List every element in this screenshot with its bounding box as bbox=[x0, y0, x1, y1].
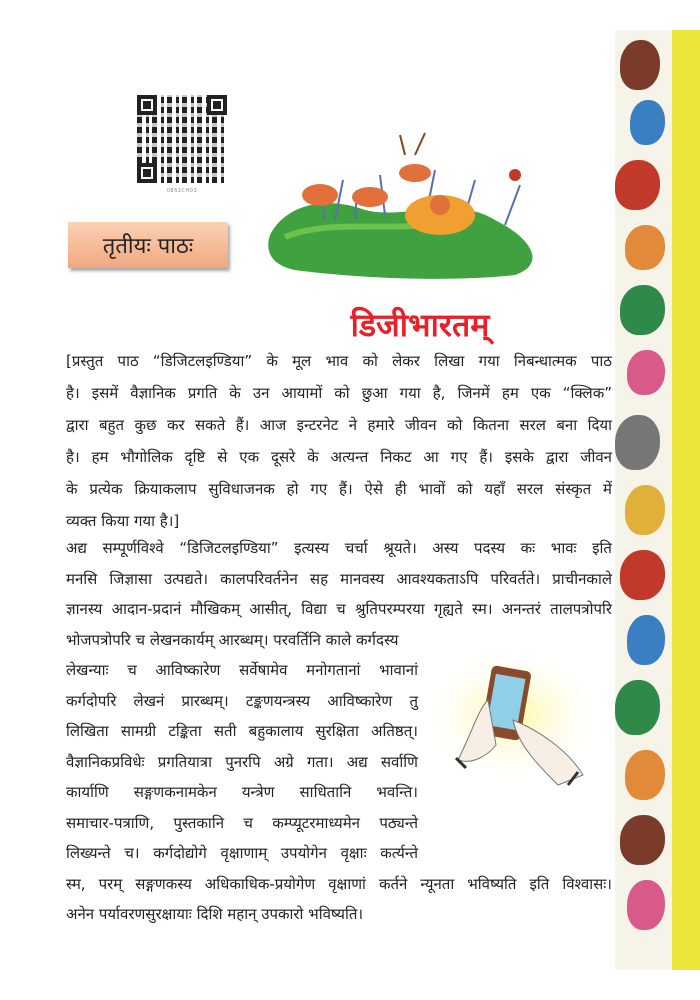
text-line: है। हम भौगोलिक दृष्टि से एक दूसरे के अत्यन्त निकट आ गए हैं। इसके द्वारा जीवन bbox=[66, 448, 612, 466]
animals-illustration bbox=[265, 125, 550, 280]
text-line: लिखिता सामग्री टङ्किता सती बहुकालाय सुरक्षिता अतिष्ठत्। bbox=[66, 722, 418, 740]
text-line: स्म, परम् सङ्गणकस्य अधिकाधिक-प्रयोगेण वृक्षाणां कर्तने न्यूनता भविष्यति इति विश्वासः। bbox=[66, 874, 612, 893]
text-line: अद्य सम्पूर्णविश्वे “डिजिटलइण्डिया” इत्यस्य चर्चा श्रूयते। अस्य पदस्य कः भावः इति bbox=[66, 539, 612, 557]
lesson-number-label: तृतीयः पाठः bbox=[68, 222, 228, 268]
text-line: कर्गदोपरि लेखनं प्रारब्धम्। टङ्कणयन्त्रस्य आविष्कारेण तु bbox=[66, 691, 418, 710]
decorative-border bbox=[615, 30, 672, 970]
text-line: लेखन्याः च आविष्कारेण सर्वेषामेव मनोगतानां भावानां bbox=[66, 661, 418, 679]
text-line: वैज्ञानिकप्रविधेः प्रगतियात्रा पुनरपि अग्रे गता। अद्य सर्वाणि bbox=[66, 752, 418, 771]
side-color-band bbox=[672, 30, 700, 970]
qr-code[interactable] bbox=[137, 95, 227, 183]
text-line: लिख्यन्ते च। कर्गदोद्योगे वृक्षाणाम् उपयोगेन वृक्षाः कर्त्यन्ते bbox=[66, 844, 418, 862]
qr-finder bbox=[137, 163, 157, 183]
text-line: ज्ञानस्य आदान-प्रदानं मौखिकम् आसीत्, विद्या च श्रुतिपरम्परया गृह्यते स्म। अनन्तरं तालपत्रोपरि bbox=[66, 600, 612, 618]
text-line: व्यक्त किया गया है।] bbox=[66, 512, 180, 530]
text-line: भोजपत्रोपरि च लेखनकार्यम् आरब्धम्। परवर्तिनि काले कर्गदस्य bbox=[66, 630, 399, 649]
text-line: मनसि जिज्ञासा उत्पद्यते। कालपरिवर्तनेन सह मानवस्य आवश्यकताऽपि परिवर्तते। प्राचीनकाले bbox=[66, 569, 612, 588]
text-line: द्वारा बहुत कुछ कर सकते हैं। आज इन्टरनेट ने हमारे जीवन को कितना सरल बना दिया bbox=[66, 416, 612, 434]
text-line: के प्रत्येक क्रियाकलाप सुविधाजनक हो गए हैं। ऐसे ही भावों को यहाँ सरल संस्कृत में bbox=[66, 480, 612, 498]
qr-finder bbox=[207, 95, 227, 115]
intro-paragraph bbox=[66, 345, 612, 537]
text-line: अनेन पर्यावरणसुरक्षायाः दिशि महान् उपकारो भविष्यति। bbox=[66, 905, 364, 923]
text-line: कार्याणि सङ्गणकनामकेन यन्त्रेण साधितानि भवन्ति। bbox=[66, 783, 418, 801]
text-line: है। इसमें वैज्ञानिक प्रगति के उन आयामों को छुआ गया है, जिनमें हम एक “क्लिक” bbox=[66, 384, 612, 402]
lesson-title: डिजीभारतम् bbox=[350, 306, 490, 344]
text-line: समाचार-पत्राणि, पुस्तकानि च कम्प्यूटरमाध्यमेन पठ्यन्ते bbox=[66, 813, 418, 832]
smartphone-hands-illustration bbox=[418, 650, 613, 795]
qr-finder bbox=[137, 95, 157, 115]
text-line: [प्रस्तुत पाठ “डिजिटलइण्डिया” के मूल भाव को लेकर लिखा गया निबन्धात्मक पाठ bbox=[66, 352, 612, 370]
qr-code-label: 0851CH03 bbox=[166, 188, 198, 194]
